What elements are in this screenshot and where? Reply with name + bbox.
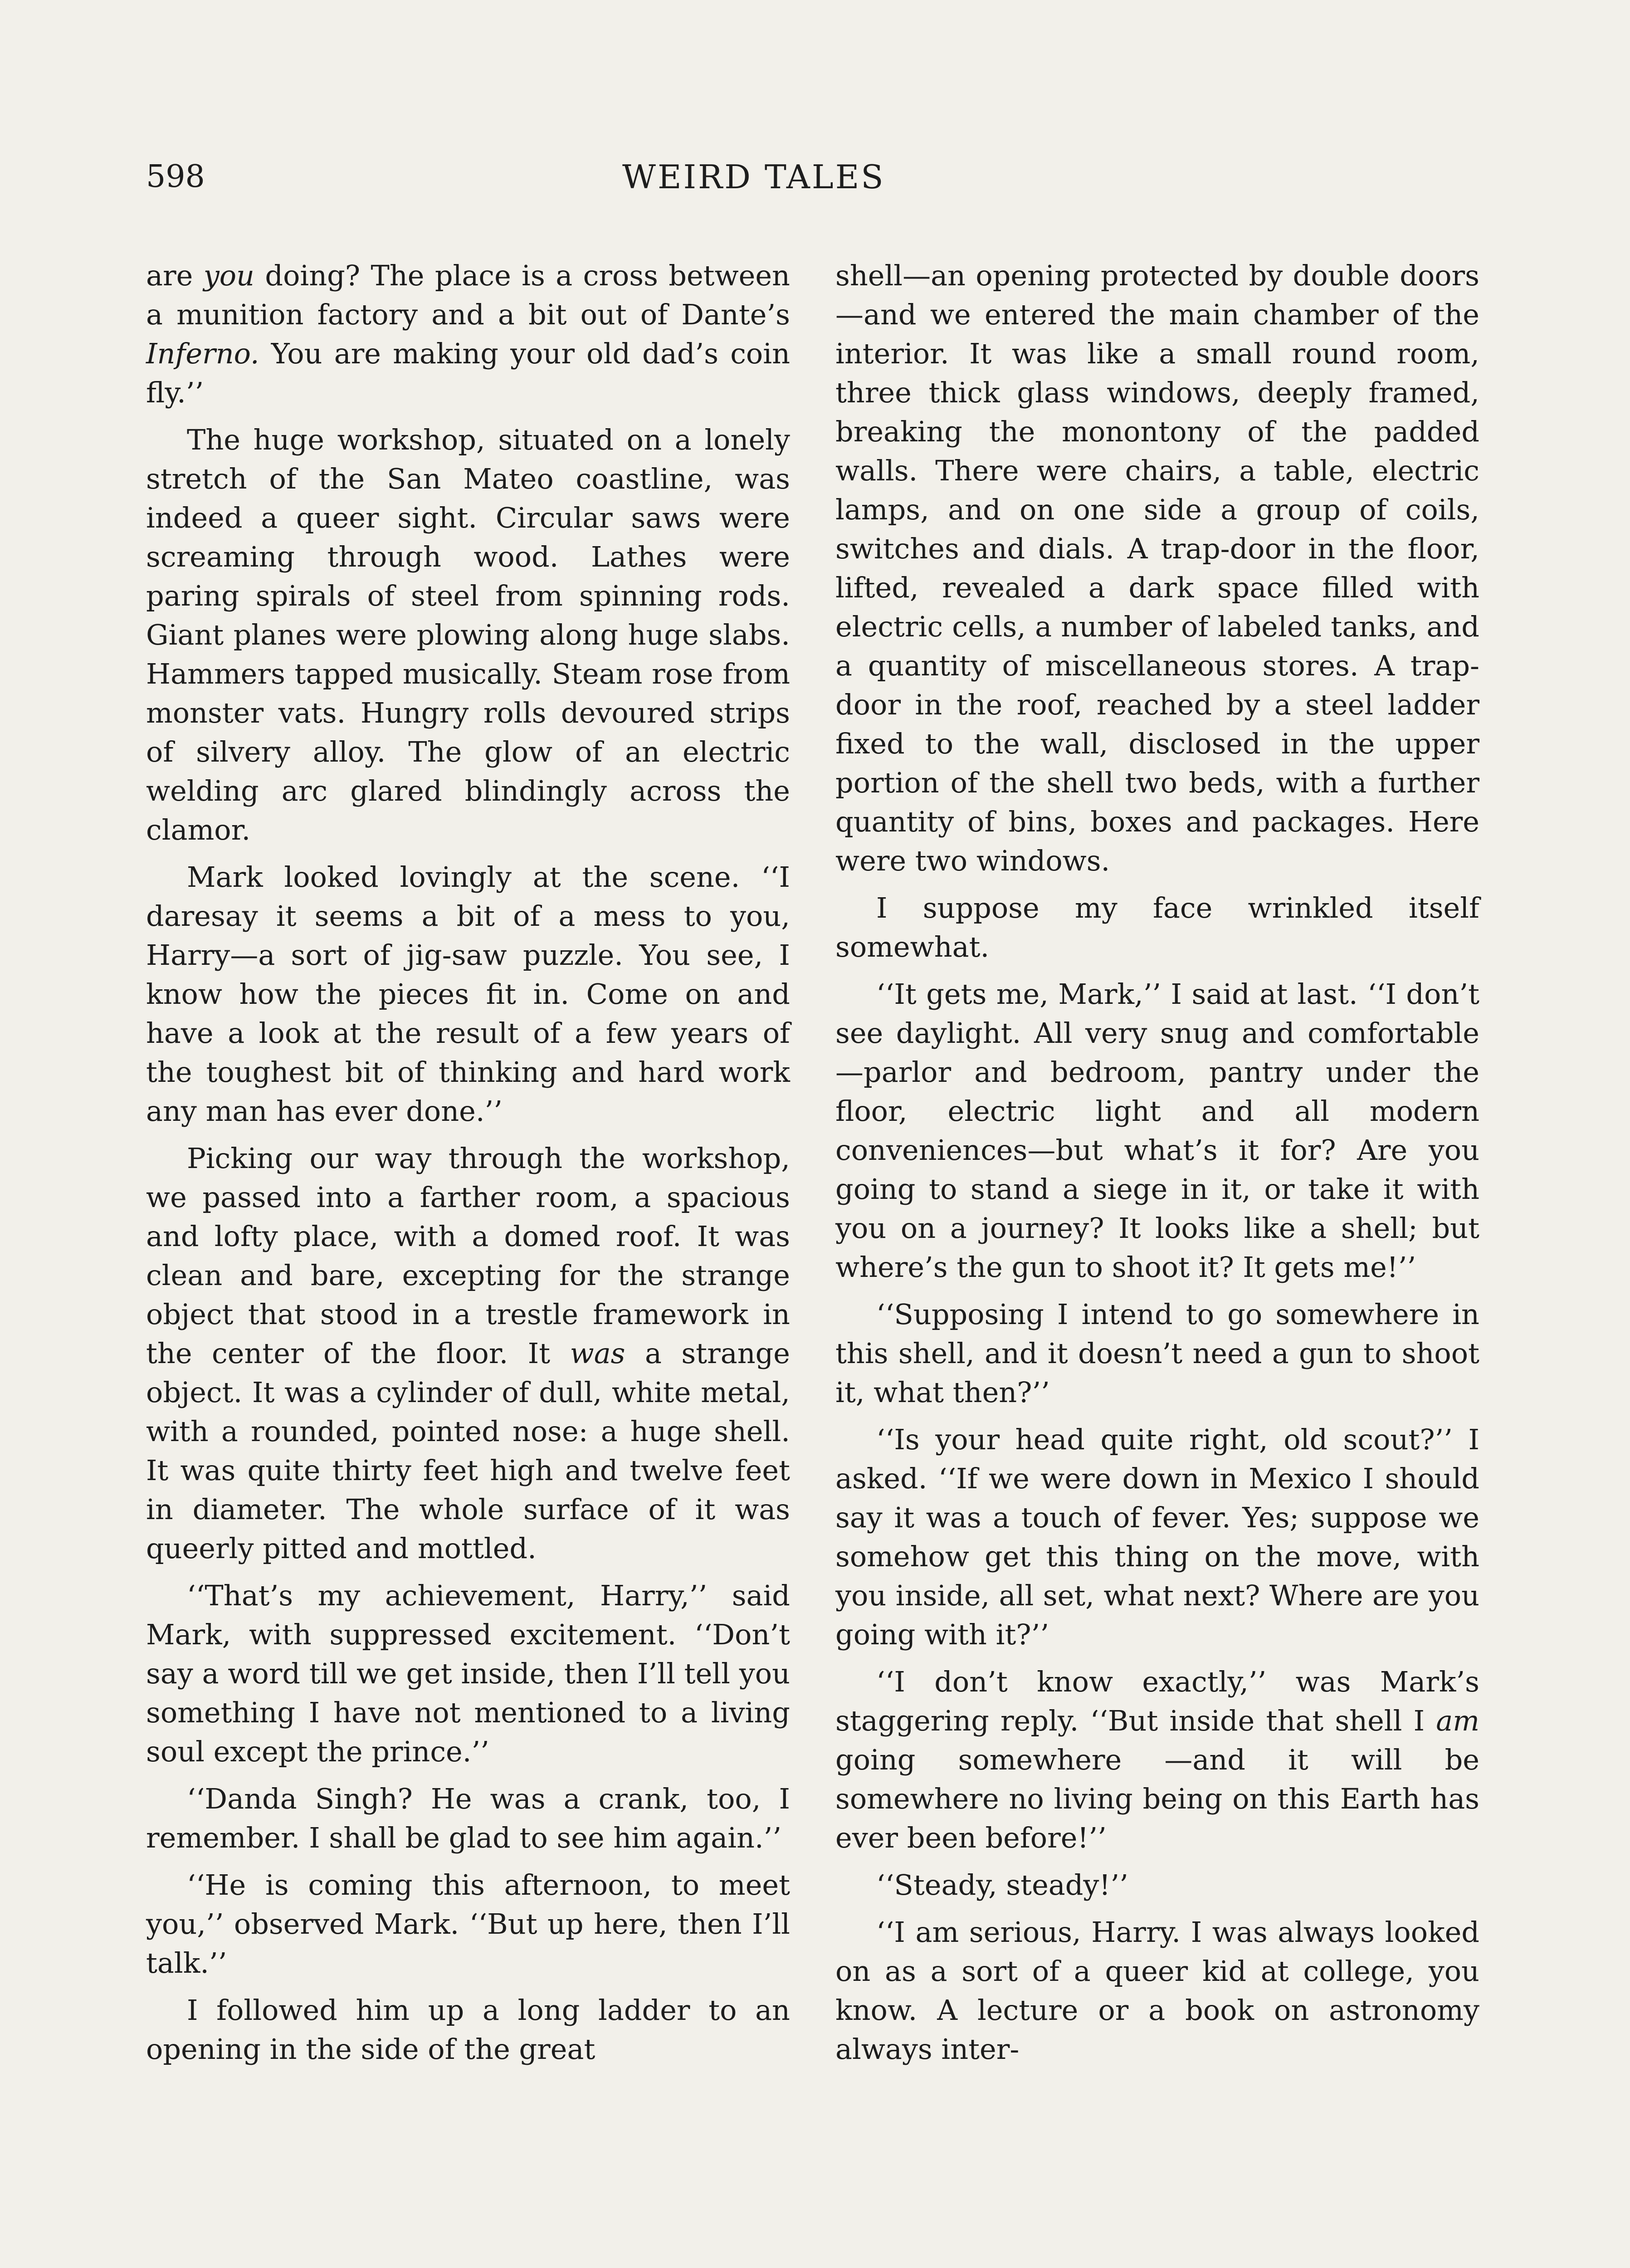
running-title: WEIRD TALES [622, 158, 885, 196]
paragraph [835, 1420, 1479, 1654]
text-run: ‘‘I don’t know exactly,’’ was Mark’s staggering reply. ‘‘But inside that shell I [835, 1665, 1479, 1737]
page-header [146, 156, 962, 206]
text-run: You are making your old dad’s coin fly.’’ [146, 337, 790, 409]
text-run: ‘‘He is coming this afternoon, to meet you,’’ observed Mark. ‘‘But up here, then I’ll talk.’’ [146, 1868, 790, 1980]
text-run: ‘‘Supposing I intend to go somewhere in this shell, and it doesn’t need a gun to shoot it, what then?’’ [835, 1298, 1479, 1409]
paragraph [146, 1779, 790, 1857]
italic-text: you [203, 259, 254, 292]
text-run: are [146, 259, 204, 292]
text-run: ‘‘That’s my achievement, Harry,’’ said Mark, with suppressed excitement. ‘‘Don’t say a word till we get inside, then I’ll tell you something I have not mentioned to a living soul except the prince.’’ [146, 1579, 790, 1768]
paragraph [146, 256, 790, 412]
paragraph [146, 420, 790, 850]
italic-text: am [1436, 1704, 1479, 1737]
paragraph [146, 1576, 790, 1771]
paragraph [146, 1866, 790, 1983]
text-run: ‘‘Danda Singh? He was a crank, too, I remember. I shall be glad to see him again.’’ [146, 1782, 790, 1854]
text-run: ‘‘I am serious, Harry. I was always looked on as a sort of a queer kid at college, you know. A lecture or a book on astronomy always inter- [835, 1916, 1479, 2066]
text-run: ‘‘It gets me, Mark,’’ I said at last. ‘‘I don’t see daylight. All very snug and comfortable—parlor and bedroom, pantry under the floor, electric light and all modern conveniences—but what’s it for? Are you going to stand a siege in it, or take it with you on a journey? It looks like a shell; but where’s the gun to shoot it? It gets me!’’ [835, 978, 1479, 1284]
italic-text: Inferno. [146, 337, 259, 370]
text-run: Mark looked lovingly at the scene. ‘‘I daresay it seems a bit of a mess to you, Harry—a sort of jig-saw puzzle. You see, I know how the pieces fit in. Come on and have a look at the result of a few years of the toughest bit of thinking and hard work any man has ever done.’’ [146, 860, 790, 1128]
paragraph [835, 1295, 1479, 1412]
text-run: I followed him up a long ladder to an opening in the side of the great [146, 1994, 790, 2066]
text-run: doing? The place is a cross between a munition factory and a bit out of Dante’s [146, 259, 790, 331]
paragraph [146, 858, 790, 1131]
paragraph [146, 1139, 790, 1568]
italic-text: was [570, 1337, 625, 1370]
left-text-column [146, 256, 790, 2077]
text-run: Picking our way through the workshop, we passed into a farther room, a spacious and lofty place, with a domed roof. It was clean and bare, excepting for the strange object that stood in a trestle framework in the center of the floor. It [146, 1142, 790, 1370]
paragraph [835, 1866, 1479, 1905]
paragraph [835, 889, 1479, 967]
text-run: going somewhere —and it will be somewhere no living being on this Earth has ever been before!’’ [835, 1743, 1479, 1854]
paragraph [146, 1991, 790, 2069]
text-run: I suppose my face wrinkled itself somewhat. [835, 891, 1479, 963]
text-run: ‘‘Is your head quite right, old scout?’’ I asked. ‘‘If we were down in Mexico I should say it was a touch of fever. Yes; suppose we somehow get this thing on the move, with you inside, all set, what next? Where are you going with it?’’ [835, 1423, 1479, 1651]
text-run: The huge workshop, situated on a lonely stretch of the San Mateo coastline, was indeed a queer sight. Circular saws were screaming through wood. Lathes were paring spirals of steel from spinning rods. Giant planes were plowing along huge slabs. Hammers tapped musically. Steam rose from monster vats. Hungry rolls devoured strips of silvery alloy. The glow of an electric welding arc glared blindingly across the clamor. [146, 423, 790, 846]
paragraph [835, 1913, 1479, 2069]
paragraph [835, 256, 1479, 880]
paragraph [835, 1662, 1479, 1857]
text-run: ‘‘Steady, steady!’’ [876, 1868, 1128, 1901]
text-run: shell—an opening protected by double doors—and we entered the main chamber of the interior. It was like a small round room, three thick glass windows, deeply framed, breaking the monontony of the padded walls. There were chairs, a table, electric lamps, and on one side a group of coils, switches and dials. A trap-door in the floor, lifted, revealed a dark space filled with electric cells, a number of labeled tanks, and a quantity of miscellaneous stores. A trap-door in the roof, reached by a steel ladder fixed to the wall, disclosed in the upper portion of the shell two beds, with a further quantity of bins, boxes and packages. Here were two windows. [835, 259, 1479, 877]
paragraph [835, 975, 1479, 1287]
page-number: 598 [146, 159, 205, 195]
right-text-column [835, 256, 1479, 2077]
text-run: a strange object. It was a cylinder of dull, white metal, with a rounded, pointed nose: a huge shell. It was quite thirty feet high and twelve feet in diameter. The whole surface of it was queerly pitted and mottled. [146, 1337, 791, 1565]
